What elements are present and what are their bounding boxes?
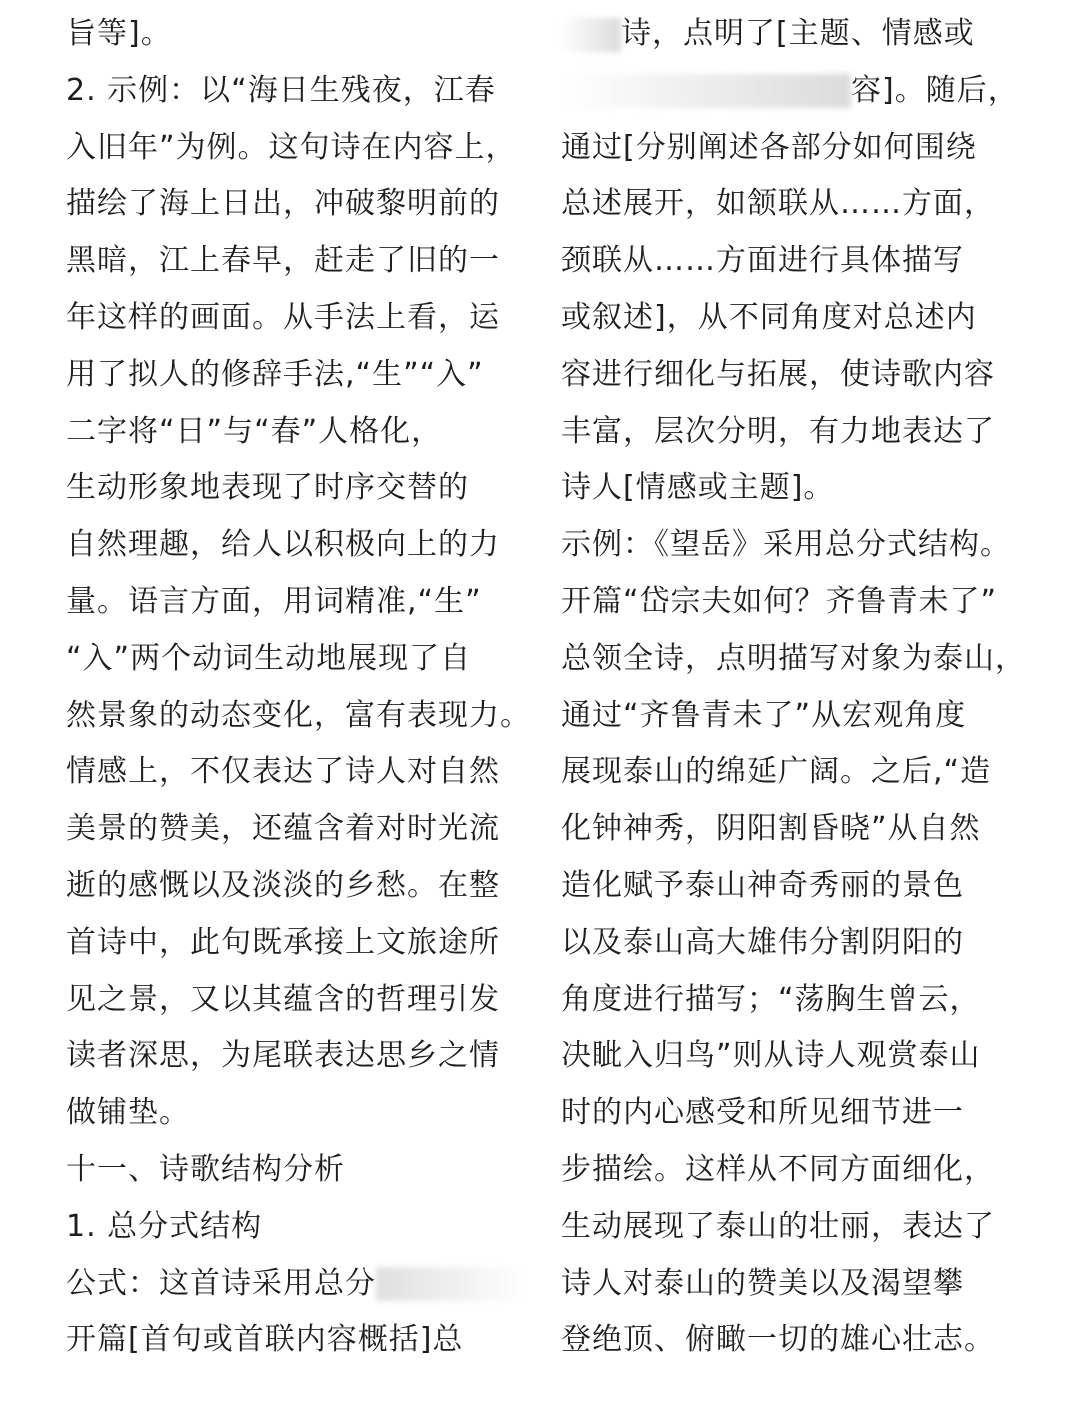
text-line: 造化赋予泰山神奇秀丽的景色 [561, 867, 964, 903]
text-fragment: 公式：这首诗采用总分 [66, 1265, 376, 1301]
text-line: 总领全诗，点明描写对象为泰山， [561, 640, 1026, 676]
text-line: 二字将“日”与“春”人格化， [66, 413, 443, 449]
text-line: 见之景，又以其蕴含的哲理引发 [66, 981, 500, 1017]
right-text-column [561, 6, 1031, 1369]
text-line: 然景象的动态变化，富有表现力。 [66, 697, 531, 733]
text-line: 颈联从……方面进行具体描写 [561, 243, 964, 279]
text-line: 首诗中，此句既承接上文旅途所 [66, 924, 500, 960]
text-line: 步描绘。这样从不同方面细化， [561, 1151, 995, 1187]
blurred-region [561, 18, 621, 52]
left-text-column [66, 6, 536, 1369]
text-line: 通过“齐鲁青未了”从宏观角度 [561, 697, 967, 733]
text-fragment: 诗，点明了[主题、情感或 [621, 16, 975, 51]
text-line: 自然理趣，给人以积极向上的力 [66, 527, 500, 563]
text-line: 诗人[情感或主题]。 [561, 470, 835, 506]
text-line: 化钟神秀，阴阳割昏晓”从自然 [561, 811, 981, 847]
text-line: 展现泰山的绵延广阔。之后,“造 [561, 754, 992, 790]
text-line: 做铺垫。 [66, 1095, 190, 1131]
text-line: 时的内心感受和所见细节进一 [561, 1095, 964, 1131]
text-line: 开篇“岱宗夫如何？齐鲁青未了” [561, 583, 998, 619]
text-line: 角度进行描写；“荡胸生曾云， [561, 981, 981, 1017]
text-line: 登绝顶、俯瞰一切的雄心壮志。 [561, 1322, 995, 1358]
text-line: 开篇[首句或首联内容概括]总 [66, 1322, 464, 1358]
text-line: 旨等]。 [66, 16, 172, 51]
blurred-region [376, 1267, 526, 1301]
subsection-heading: 1. 总分式结构 [66, 1208, 263, 1244]
text-line: “入”两个动词生动地展现了自 [66, 640, 472, 676]
text-line: 美景的赞美，还蕴含着对时光流 [66, 811, 500, 847]
text-line: 示例：《望岳》采用总分式结构。 [561, 527, 1011, 563]
text-line: 2. 示例：以“海日生残夜，江春 [66, 72, 496, 108]
text-line: 总述展开，如颔联从……方面， [561, 186, 995, 222]
text-line: 以及泰山高大雄伟分割阴阳的 [561, 924, 964, 960]
text-line: 情感上，不仅表达了诗人对自然 [66, 754, 500, 790]
blurred-region [561, 74, 851, 108]
text-line: 黑暗，江上春早，赶走了旧的一 [66, 243, 500, 279]
text-line: 用了拟人的修辞手法,“生”“入” [66, 356, 484, 392]
text-line: 诗人对泰山的赞美以及渴望攀 [561, 1265, 964, 1301]
text-line: 生动展现了泰山的壮丽，表达了 [561, 1208, 995, 1244]
text-line: 生动形象地表现了时序交替的 [66, 470, 469, 506]
text-line: 入旧年”为例。这句诗在内容上， [66, 129, 517, 165]
text-line: 描绘了海上日出，冲破黎明前的 [66, 186, 500, 222]
text-fragment: 容]。随后， [851, 72, 1019, 108]
text-line: 容进行细化与拓展，使诗歌内容 [561, 356, 995, 392]
text-line-partial [66, 1256, 536, 1313]
text-line: 丰富，层次分明，有力地表达了 [561, 413, 995, 449]
text-line: 通过[分别阐述各部分如何围绕 [561, 129, 977, 165]
text-line: 年这样的画面。从手法上看，运 [66, 299, 500, 335]
text-line-partial [561, 6, 1031, 63]
text-line: 或叙述]，从不同角度对总述内 [561, 299, 977, 335]
text-line: 逝的感慨以及淡淡的乡愁。在整 [66, 867, 500, 903]
text-line: 决眦入归鸟”则从诗人观赏泰山 [561, 1038, 981, 1074]
text-line: 量。语言方面，用词精准,“生” [66, 583, 482, 619]
section-heading: 十一、诗歌结构分析 [66, 1151, 345, 1187]
text-line-partial [561, 63, 1031, 120]
text-line: 读者深思，为尾联表达思乡之情 [66, 1038, 500, 1074]
